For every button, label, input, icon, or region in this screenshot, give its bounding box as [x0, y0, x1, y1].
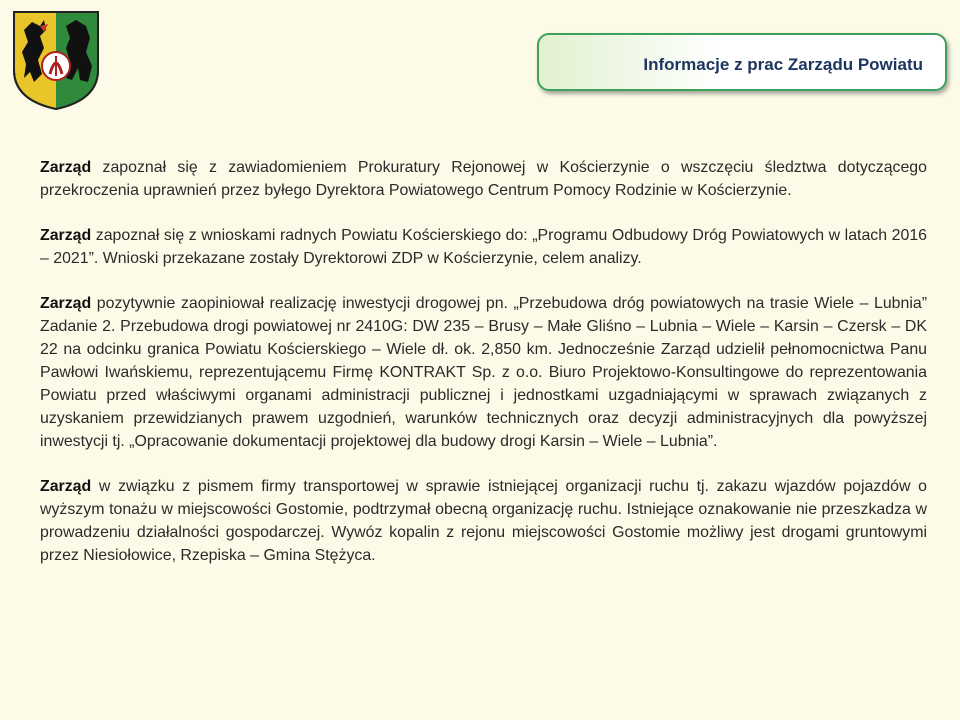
paragraph-lead: Zarząd [40, 227, 92, 244]
paragraph-text: zapoznał się z zawiadomieniem Prokuratury Rejonowej w Kościerzynie o wszczęciu śledztwa dotyczącego przekroczenia uprawnień przez byłego Dyrektora Powiatowego Centrum Pomocy Rodzinie w Kościerzynie. [40, 159, 927, 199]
paragraph-text: pozytywnie zaopiniował realizację inwestycji drogowej pn. „Przebudowa dróg powiatowych na trasie Wiele – Lubnia” Zadanie 2. Przebudowa drogi powiatowej nr 2410G: DW 235 – Brusy – Małe Gliśno – Lubnia – Wiele – Karsin – Czersk – DK 22 na odcinku granica Powiatu Kościerskiego – Wiele dł. ok. 2,850 km. Jednocześnie Zarząd udzielił pełnomocnictwa Panu Pawłowi Iwańskiemu, reprezentującemu Firmę KONTRAKT Sp. z o.o. Biuro Projektowo-Konsultingowe do reprezentowania Powiatu przed właściwymi organami administracji publicznej i jednostkami uzgadniającymi w sprawach związanych z uzyskaniem przewidzianych prawem uzgodnień, warunków technicznych oraz decyzji administracyjnych dla powyższej inwestycji tj. „Opracowanie dokumentacji projektowej dla budowy drogi Karsin – Wiele – Lubnia”. [40, 295, 927, 450]
page-title: Informacje z prac Zarządu Powiatu [643, 55, 923, 74]
content-area [40, 156, 927, 589]
paragraph-text: w związku z pismem firmy transportowej w sprawie istniejącej organizacji ruchu tj. zakazu wjazdów pojazdów o wyższym tonażu w miejscowości Gostomie, podtrzymał obecną organizację ruchu. Istniejące oznakowanie nie przeszkadza w prowadzeniu działalności gospodarczej. Wywóz kopalin z rejonu miejscowości Gostomie możliwy jest drogami gruntowymi przez Niesiołowice, Rzepiska – Gmina Stężyca. [40, 478, 927, 564]
paragraph-1 [40, 156, 927, 202]
paragraph-text: zapoznał się z wnioskami radnych Powiatu Kościerskiego do: „Programu Odbudowy Dróg Powiatowych w latach 2016 – 2021”. Wnioski przekazane zostały Dyrektorowi ZDP w Kościerzynie, celem analizy. [40, 227, 927, 267]
paragraph-4 [40, 475, 927, 567]
paragraph-lead: Zarząd [40, 159, 92, 176]
paragraph-2 [40, 224, 927, 270]
powiat-coat-of-arms-icon [10, 8, 102, 112]
paragraph-lead: Zarząd [40, 295, 92, 312]
title-box [537, 33, 947, 91]
paragraph-3 [40, 292, 927, 453]
paragraph-lead: Zarząd [40, 478, 92, 495]
